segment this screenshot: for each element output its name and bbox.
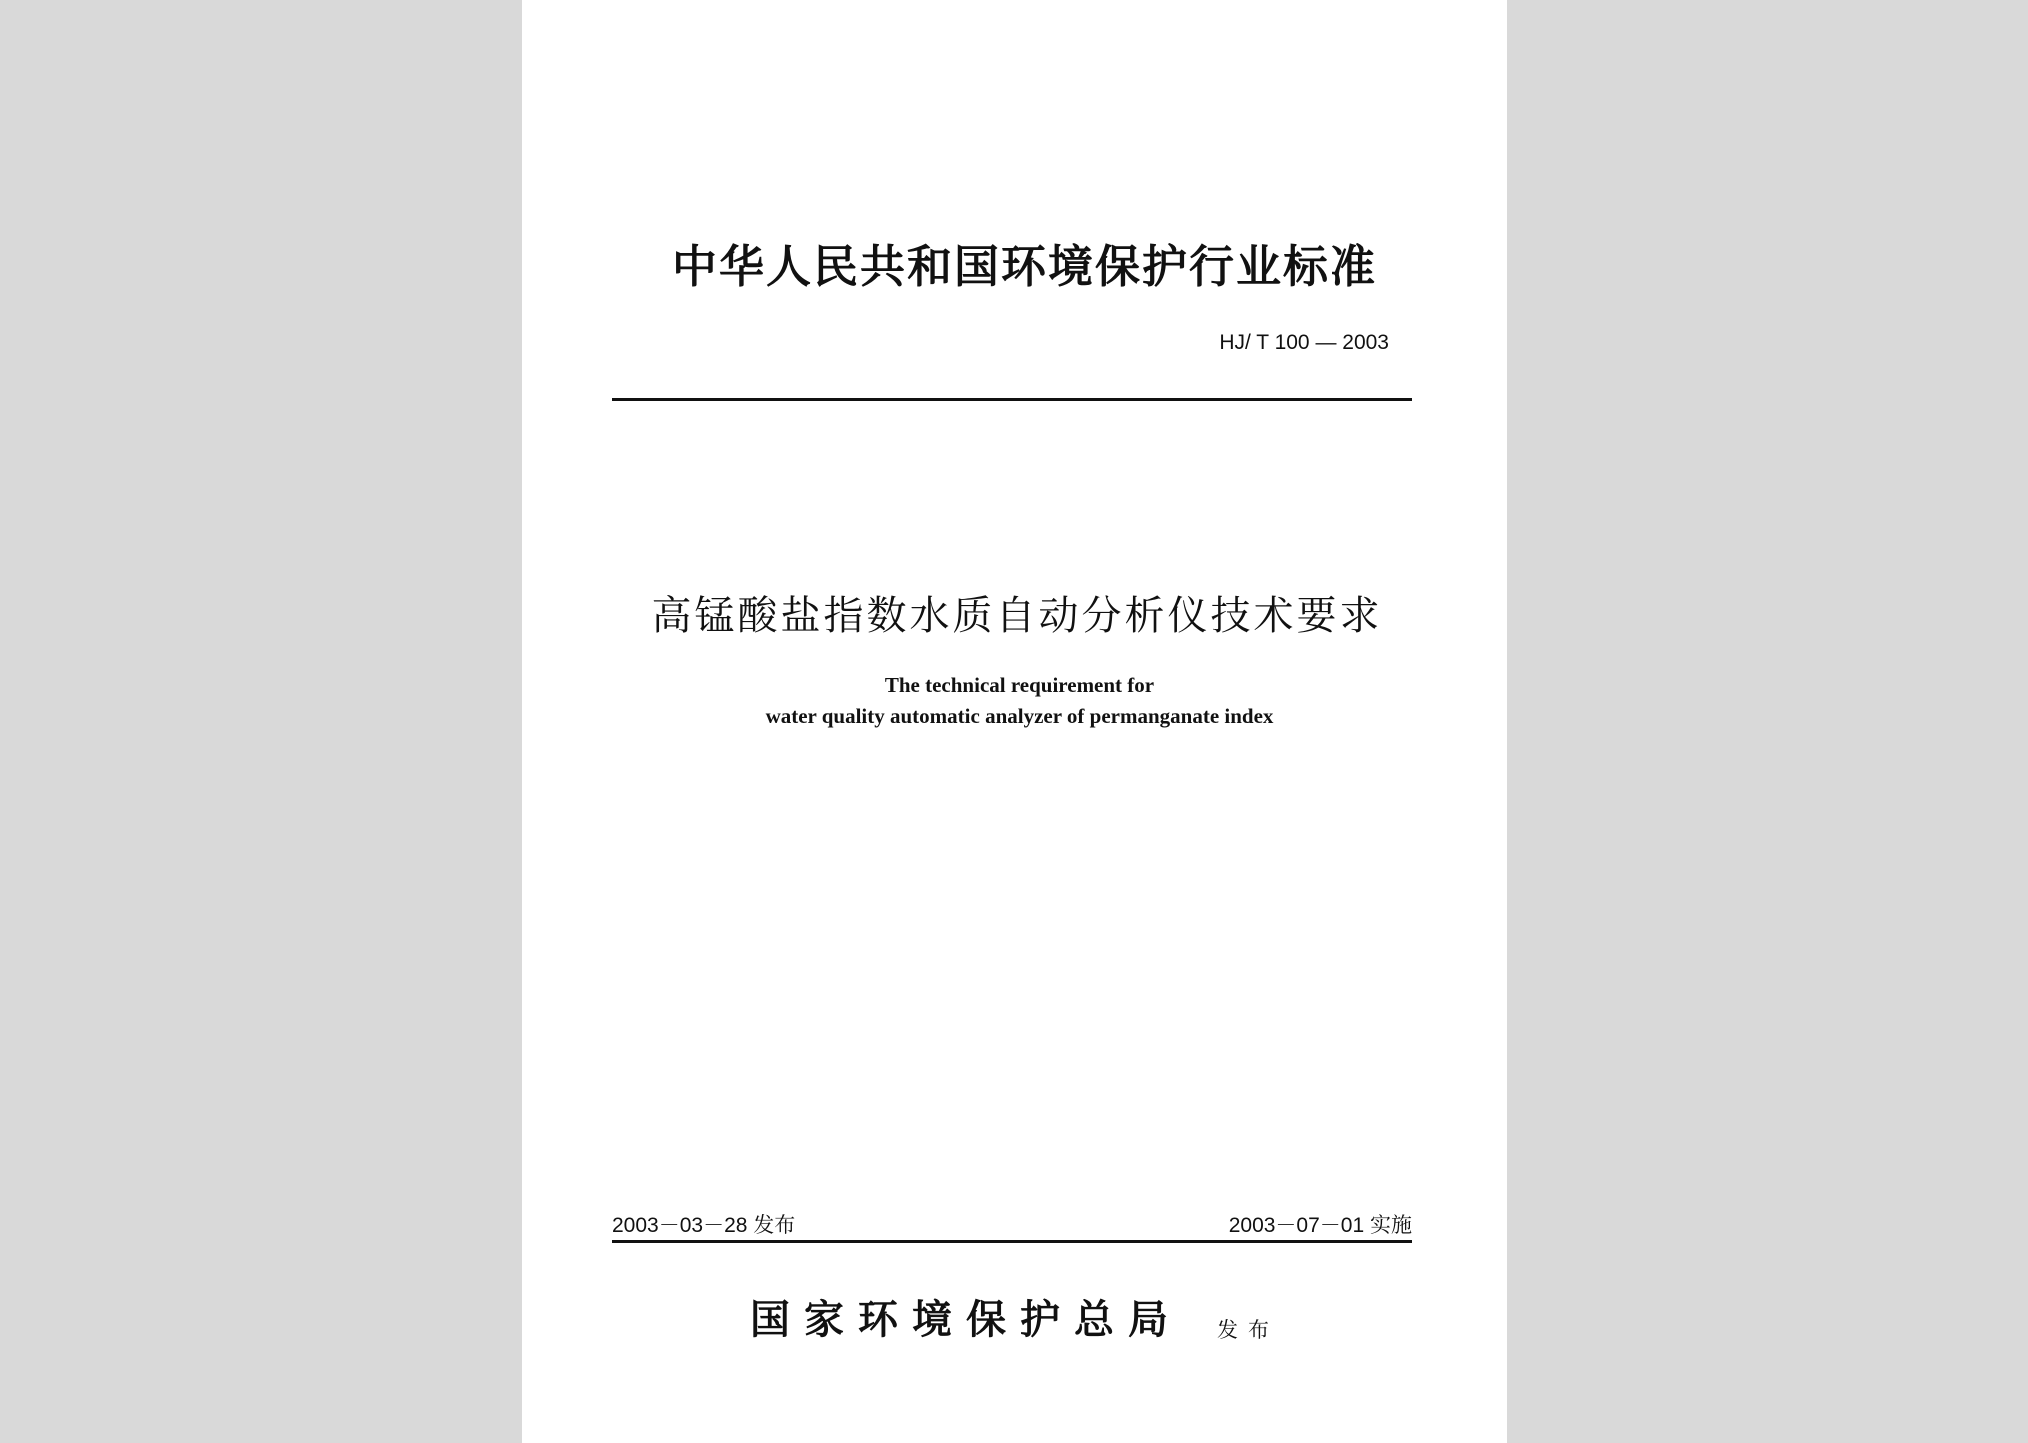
standard-code: HJ/ T 100 — 2003 (1219, 331, 1389, 354)
issuer-name: 国家环境保护总局 (749, 1296, 1182, 1343)
document-page (522, 0, 1507, 1443)
effective-date: 2003－07－01 实施 (1228, 1214, 1412, 1237)
issue-date: 2003－03－28 发布 (612, 1214, 796, 1237)
issuer-suffix: 发布 (1217, 1317, 1280, 1342)
bottom-divider (612, 1240, 1412, 1243)
standard-category-title: 中华人民共和国环境保护行业标准 (671, 240, 1377, 293)
document-title-en-line-1: The technical requirement for (884, 673, 1155, 697)
document-title-cn: 高锰酸盐指数水质自动分析仪技术要求 (651, 593, 1383, 639)
top-divider (612, 398, 1412, 401)
issuer-row (522, 1288, 1507, 1345)
document-title-en-line-2: water quality automatic analyzer of permanganate index (765, 704, 1274, 728)
